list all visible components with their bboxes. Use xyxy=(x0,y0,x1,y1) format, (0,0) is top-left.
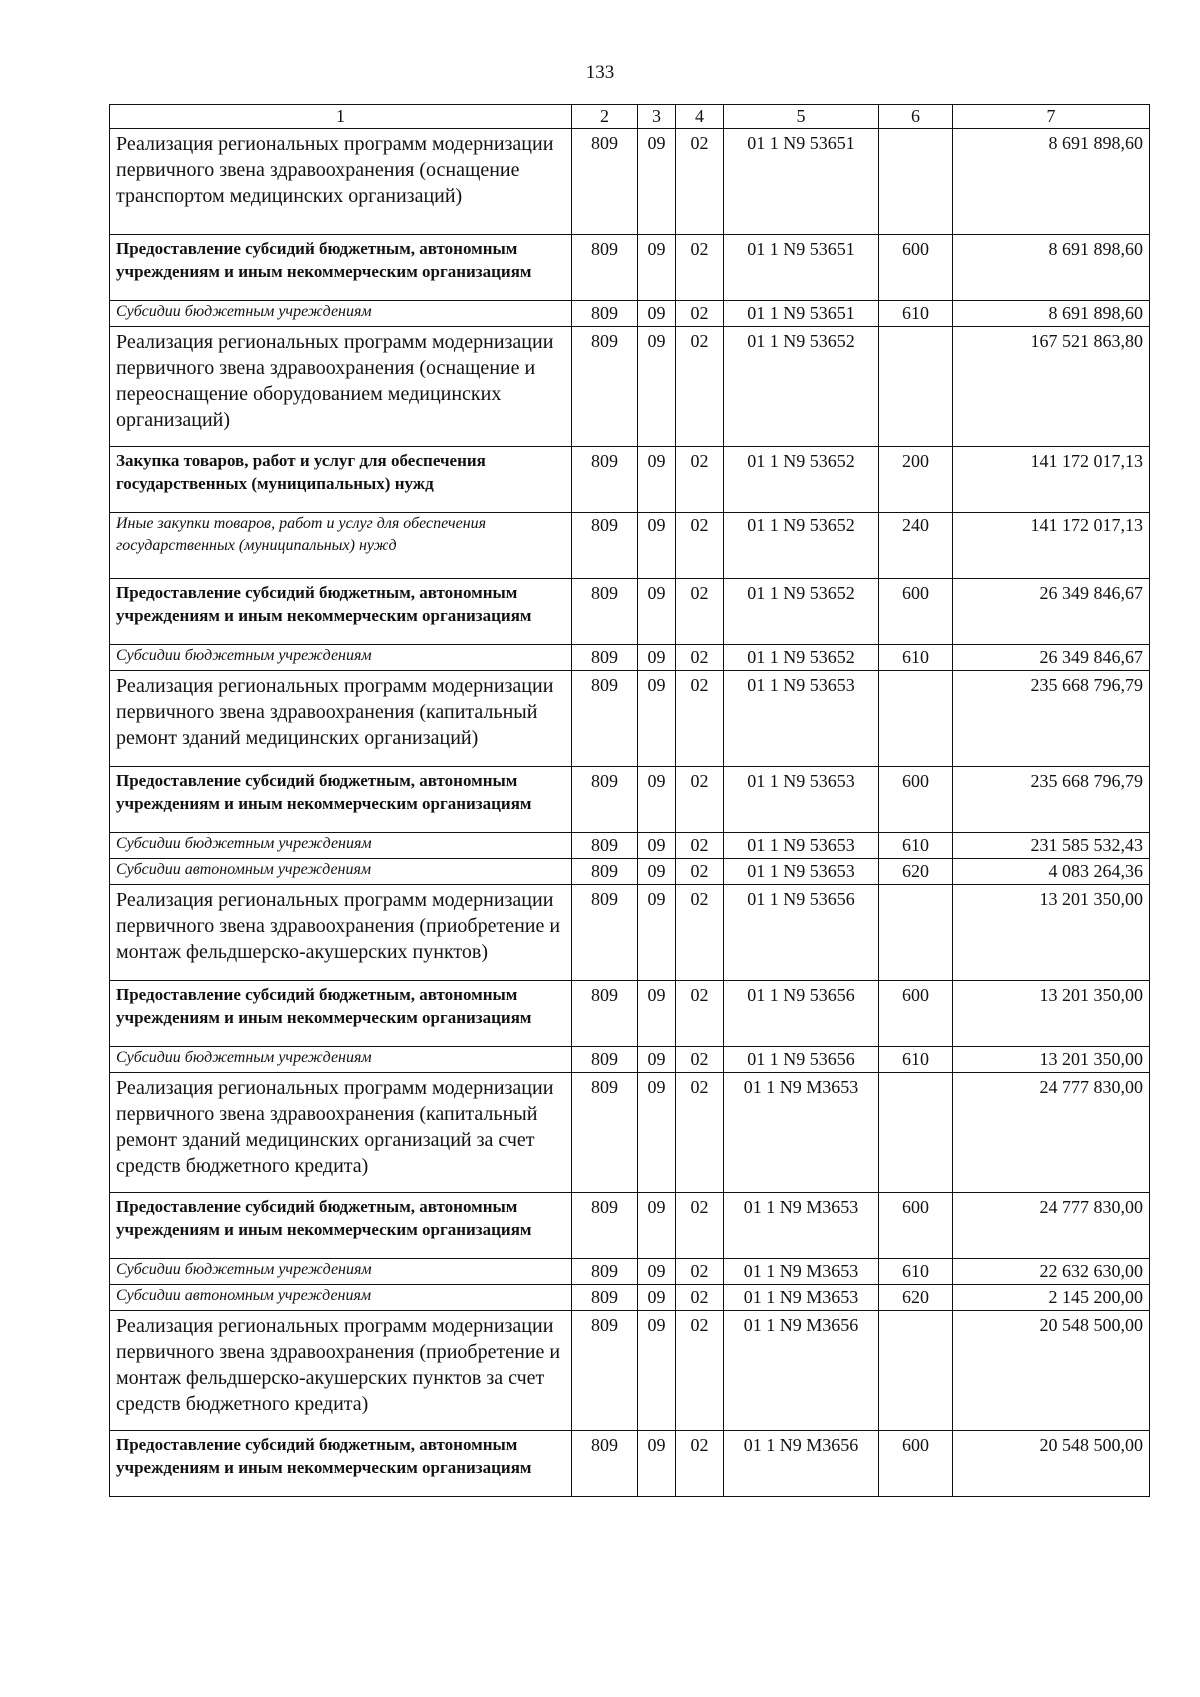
row-name: Субсидии бюджетным учреждениям xyxy=(110,1259,572,1285)
row-section-code: 09 xyxy=(638,1431,676,1497)
row-ministry-code: 809 xyxy=(572,671,638,767)
row-name: Субсидии автономным учреждениям xyxy=(110,1285,572,1311)
row-amount: 26 349 846,67 xyxy=(953,645,1150,671)
row-expense-type: 200 xyxy=(879,447,953,513)
table-row xyxy=(110,833,1150,859)
row-expense-type: 600 xyxy=(879,767,953,833)
row-section-code: 09 xyxy=(638,767,676,833)
row-amount: 24 777 830,00 xyxy=(953,1193,1150,1259)
row-expense-type: 600 xyxy=(879,1431,953,1497)
row-name: Предоставление субсидий бюджетным, автономным учреждениям и иным некоммерческим организациям xyxy=(110,1193,572,1259)
row-ministry-code: 809 xyxy=(572,859,638,885)
table-row xyxy=(110,859,1150,885)
row-target-article: 01 1 N9 M3653 xyxy=(724,1073,879,1193)
row-amount: 4 083 264,36 xyxy=(953,859,1150,885)
table-row xyxy=(110,1193,1150,1259)
row-target-article: 01 1 N9 53652 xyxy=(724,447,879,513)
row-subsection-code: 02 xyxy=(676,235,724,301)
column-header: 2 xyxy=(572,105,638,129)
row-ministry-code: 809 xyxy=(572,885,638,981)
row-section-code: 09 xyxy=(638,859,676,885)
row-ministry-code: 809 xyxy=(572,645,638,671)
row-ministry-code: 809 xyxy=(572,327,638,447)
row-target-article: 01 1 N9 M3656 xyxy=(724,1311,879,1431)
row-ministry-code: 809 xyxy=(572,235,638,301)
row-subsection-code: 02 xyxy=(676,1311,724,1431)
row-expense-type: 600 xyxy=(879,579,953,645)
row-amount: 13 201 350,00 xyxy=(953,981,1150,1047)
table-row xyxy=(110,1285,1150,1311)
row-expense-type: 610 xyxy=(879,1259,953,1285)
row-subsection-code: 02 xyxy=(676,579,724,645)
row-name: Реализация региональных программ модернизации первичного звена здравоохранения (приобретение и монтаж фельдшерско-акушерских пунктов) xyxy=(110,885,572,981)
row-ministry-code: 809 xyxy=(572,1311,638,1431)
row-name: Реализация региональных программ модернизации первичного звена здравоохранения (оснащение и переоснащение оборудованием медицинских организаций) xyxy=(110,327,572,447)
table-row xyxy=(110,1259,1150,1285)
row-subsection-code: 02 xyxy=(676,1285,724,1311)
table-row xyxy=(110,671,1150,767)
row-amount: 2 145 200,00 xyxy=(953,1285,1150,1311)
row-target-article: 01 1 N9 53651 xyxy=(724,235,879,301)
table-row xyxy=(110,645,1150,671)
table-row xyxy=(110,447,1150,513)
row-amount: 8 691 898,60 xyxy=(953,129,1150,235)
row-ministry-code: 809 xyxy=(572,767,638,833)
row-ministry-code: 809 xyxy=(572,833,638,859)
row-target-article: 01 1 N9 53653 xyxy=(724,671,879,767)
row-name: Реализация региональных программ модернизации первичного звена здравоохранения (приобретение и монтаж фельдшерско-акушерских пунктов за счет средств бюджетного кредита) xyxy=(110,1311,572,1431)
row-target-article: 01 1 N9 53653 xyxy=(724,859,879,885)
table-row xyxy=(110,1047,1150,1073)
row-name: Субсидии бюджетным учреждениям xyxy=(110,1047,572,1073)
row-section-code: 09 xyxy=(638,301,676,327)
header-row xyxy=(110,105,1150,129)
table-body xyxy=(110,129,1150,1497)
table-row xyxy=(110,513,1150,579)
row-target-article: 01 1 N9 53656 xyxy=(724,885,879,981)
column-header: 1 xyxy=(110,105,572,129)
row-name: Предоставление субсидий бюджетным, автономным учреждениям и иным некоммерческим организациям xyxy=(110,981,572,1047)
row-amount: 24 777 830,00 xyxy=(953,1073,1150,1193)
column-header: 3 xyxy=(638,105,676,129)
row-ministry-code: 809 xyxy=(572,1431,638,1497)
row-expense-type xyxy=(879,1073,953,1193)
row-expense-type: 600 xyxy=(879,981,953,1047)
table-row xyxy=(110,235,1150,301)
row-ministry-code: 809 xyxy=(572,447,638,513)
row-expense-type xyxy=(879,327,953,447)
row-section-code: 09 xyxy=(638,1193,676,1259)
row-subsection-code: 02 xyxy=(676,1047,724,1073)
column-header: 7 xyxy=(953,105,1150,129)
row-expense-type: 600 xyxy=(879,235,953,301)
row-expense-type xyxy=(879,1311,953,1431)
row-expense-type: 240 xyxy=(879,513,953,579)
row-amount: 26 349 846,67 xyxy=(953,579,1150,645)
row-section-code: 09 xyxy=(638,885,676,981)
row-target-article: 01 1 N9 53652 xyxy=(724,513,879,579)
row-expense-type: 610 xyxy=(879,645,953,671)
row-name: Субсидии автономным учреждениям xyxy=(110,859,572,885)
row-ministry-code: 809 xyxy=(572,301,638,327)
column-header: 5 xyxy=(724,105,879,129)
row-ministry-code: 809 xyxy=(572,1193,638,1259)
row-target-article: 01 1 N9 53653 xyxy=(724,833,879,859)
row-name: Закупка товаров, работ и услуг для обеспечения государственных (муниципальных) нужд xyxy=(110,447,572,513)
row-section-code: 09 xyxy=(638,327,676,447)
row-section-code: 09 xyxy=(638,1311,676,1431)
row-amount: 231 585 532,43 xyxy=(953,833,1150,859)
row-subsection-code: 02 xyxy=(676,301,724,327)
row-name: Предоставление субсидий бюджетным, автономным учреждениям и иным некоммерческим организациям xyxy=(110,235,572,301)
row-target-article: 01 1 N9 M3653 xyxy=(724,1285,879,1311)
row-subsection-code: 02 xyxy=(676,513,724,579)
row-expense-type: 610 xyxy=(879,301,953,327)
row-section-code: 09 xyxy=(638,671,676,767)
table-row xyxy=(110,1311,1150,1431)
row-amount: 13 201 350,00 xyxy=(953,1047,1150,1073)
table-row xyxy=(110,301,1150,327)
budget-table xyxy=(109,104,1150,1497)
row-name: Иные закупки товаров, работ и услуг для обеспечения государственных (муниципальных) нужд xyxy=(110,513,572,579)
row-subsection-code: 02 xyxy=(676,767,724,833)
row-section-code: 09 xyxy=(638,235,676,301)
row-amount: 141 172 017,13 xyxy=(953,513,1150,579)
row-target-article: 01 1 N9 53651 xyxy=(724,129,879,235)
row-amount: 235 668 796,79 xyxy=(953,767,1150,833)
column-header: 4 xyxy=(676,105,724,129)
row-ministry-code: 809 xyxy=(572,1047,638,1073)
table-row xyxy=(110,885,1150,981)
table-row xyxy=(110,579,1150,645)
row-target-article: 01 1 N9 53656 xyxy=(724,1047,879,1073)
row-section-code: 09 xyxy=(638,129,676,235)
row-subsection-code: 02 xyxy=(676,981,724,1047)
row-name: Реализация региональных программ модернизации первичного звена здравоохранения (оснащение транспортом медицинских организаций) xyxy=(110,129,572,235)
row-amount: 13 201 350,00 xyxy=(953,885,1150,981)
row-name: Предоставление субсидий бюджетным, автономным учреждениям и иным некоммерческим организациям xyxy=(110,1431,572,1497)
row-expense-type: 620 xyxy=(879,859,953,885)
row-amount: 141 172 017,13 xyxy=(953,447,1150,513)
row-subsection-code: 02 xyxy=(676,447,724,513)
row-expense-type: 610 xyxy=(879,833,953,859)
row-subsection-code: 02 xyxy=(676,327,724,447)
row-amount: 235 668 796,79 xyxy=(953,671,1150,767)
row-target-article: 01 1 N9 53651 xyxy=(724,301,879,327)
row-expense-type xyxy=(879,671,953,767)
row-ministry-code: 809 xyxy=(572,513,638,579)
row-subsection-code: 02 xyxy=(676,885,724,981)
row-amount: 8 691 898,60 xyxy=(953,301,1150,327)
row-amount: 20 548 500,00 xyxy=(953,1431,1150,1497)
row-target-article: 01 1 N9 53656 xyxy=(724,981,879,1047)
row-section-code: 09 xyxy=(638,447,676,513)
row-ministry-code: 809 xyxy=(572,981,638,1047)
row-section-code: 09 xyxy=(638,1285,676,1311)
row-subsection-code: 02 xyxy=(676,1073,724,1193)
row-name: Реализация региональных программ модернизации первичного звена здравоохранения (капитальный ремонт зданий медицинских организаций за счет средств бюджетного кредита) xyxy=(110,1073,572,1193)
row-subsection-code: 02 xyxy=(676,1259,724,1285)
row-target-article: 01 1 N9 53652 xyxy=(724,327,879,447)
row-target-article: 01 1 N9 53652 xyxy=(724,645,879,671)
table-row xyxy=(110,981,1150,1047)
table-row xyxy=(110,1431,1150,1497)
row-subsection-code: 02 xyxy=(676,859,724,885)
row-target-article: 01 1 N9 53653 xyxy=(724,767,879,833)
row-name: Предоставление субсидий бюджетным, автономным учреждениям и иным некоммерческим организациям xyxy=(110,579,572,645)
row-amount: 167 521 863,80 xyxy=(953,327,1150,447)
table-row xyxy=(110,1073,1150,1193)
row-target-article: 01 1 N9 53652 xyxy=(724,579,879,645)
row-expense-type: 610 xyxy=(879,1047,953,1073)
row-target-article: 01 1 N9 M3656 xyxy=(724,1431,879,1497)
page-number: 133 xyxy=(585,62,615,83)
row-amount: 8 691 898,60 xyxy=(953,235,1150,301)
table-row xyxy=(110,327,1150,447)
row-subsection-code: 02 xyxy=(676,1431,724,1497)
row-ministry-code: 809 xyxy=(572,1259,638,1285)
row-ministry-code: 809 xyxy=(572,579,638,645)
row-section-code: 09 xyxy=(638,513,676,579)
row-section-code: 09 xyxy=(638,981,676,1047)
row-ministry-code: 809 xyxy=(572,1073,638,1193)
table-row xyxy=(110,767,1150,833)
row-section-code: 09 xyxy=(638,833,676,859)
row-subsection-code: 02 xyxy=(676,833,724,859)
row-section-code: 09 xyxy=(638,1073,676,1193)
row-section-code: 09 xyxy=(638,1047,676,1073)
row-expense-type xyxy=(879,885,953,981)
row-name: Субсидии бюджетным учреждениям xyxy=(110,645,572,671)
row-section-code: 09 xyxy=(638,645,676,671)
row-amount: 22 632 630,00 xyxy=(953,1259,1150,1285)
row-amount: 20 548 500,00 xyxy=(953,1311,1150,1431)
row-name: Субсидии бюджетным учреждениям xyxy=(110,301,572,327)
table-row xyxy=(110,129,1150,235)
row-name: Реализация региональных программ модернизации первичного звена здравоохранения (капитальный ремонт зданий медицинских организаций) xyxy=(110,671,572,767)
row-target-article: 01 1 N9 M3653 xyxy=(724,1193,879,1259)
row-expense-type: 600 xyxy=(879,1193,953,1259)
row-name: Субсидии бюджетным учреждениям xyxy=(110,833,572,859)
row-section-code: 09 xyxy=(638,1259,676,1285)
row-expense-type xyxy=(879,129,953,235)
row-ministry-code: 809 xyxy=(572,1285,638,1311)
column-header: 6 xyxy=(879,105,953,129)
row-expense-type: 620 xyxy=(879,1285,953,1311)
row-ministry-code: 809 xyxy=(572,129,638,235)
row-subsection-code: 02 xyxy=(676,129,724,235)
row-subsection-code: 02 xyxy=(676,645,724,671)
row-name: Предоставление субсидий бюджетным, автономным учреждениям и иным некоммерческим организациям xyxy=(110,767,572,833)
row-subsection-code: 02 xyxy=(676,671,724,767)
row-target-article: 01 1 N9 M3653 xyxy=(724,1259,879,1285)
row-subsection-code: 02 xyxy=(676,1193,724,1259)
row-section-code: 09 xyxy=(638,579,676,645)
